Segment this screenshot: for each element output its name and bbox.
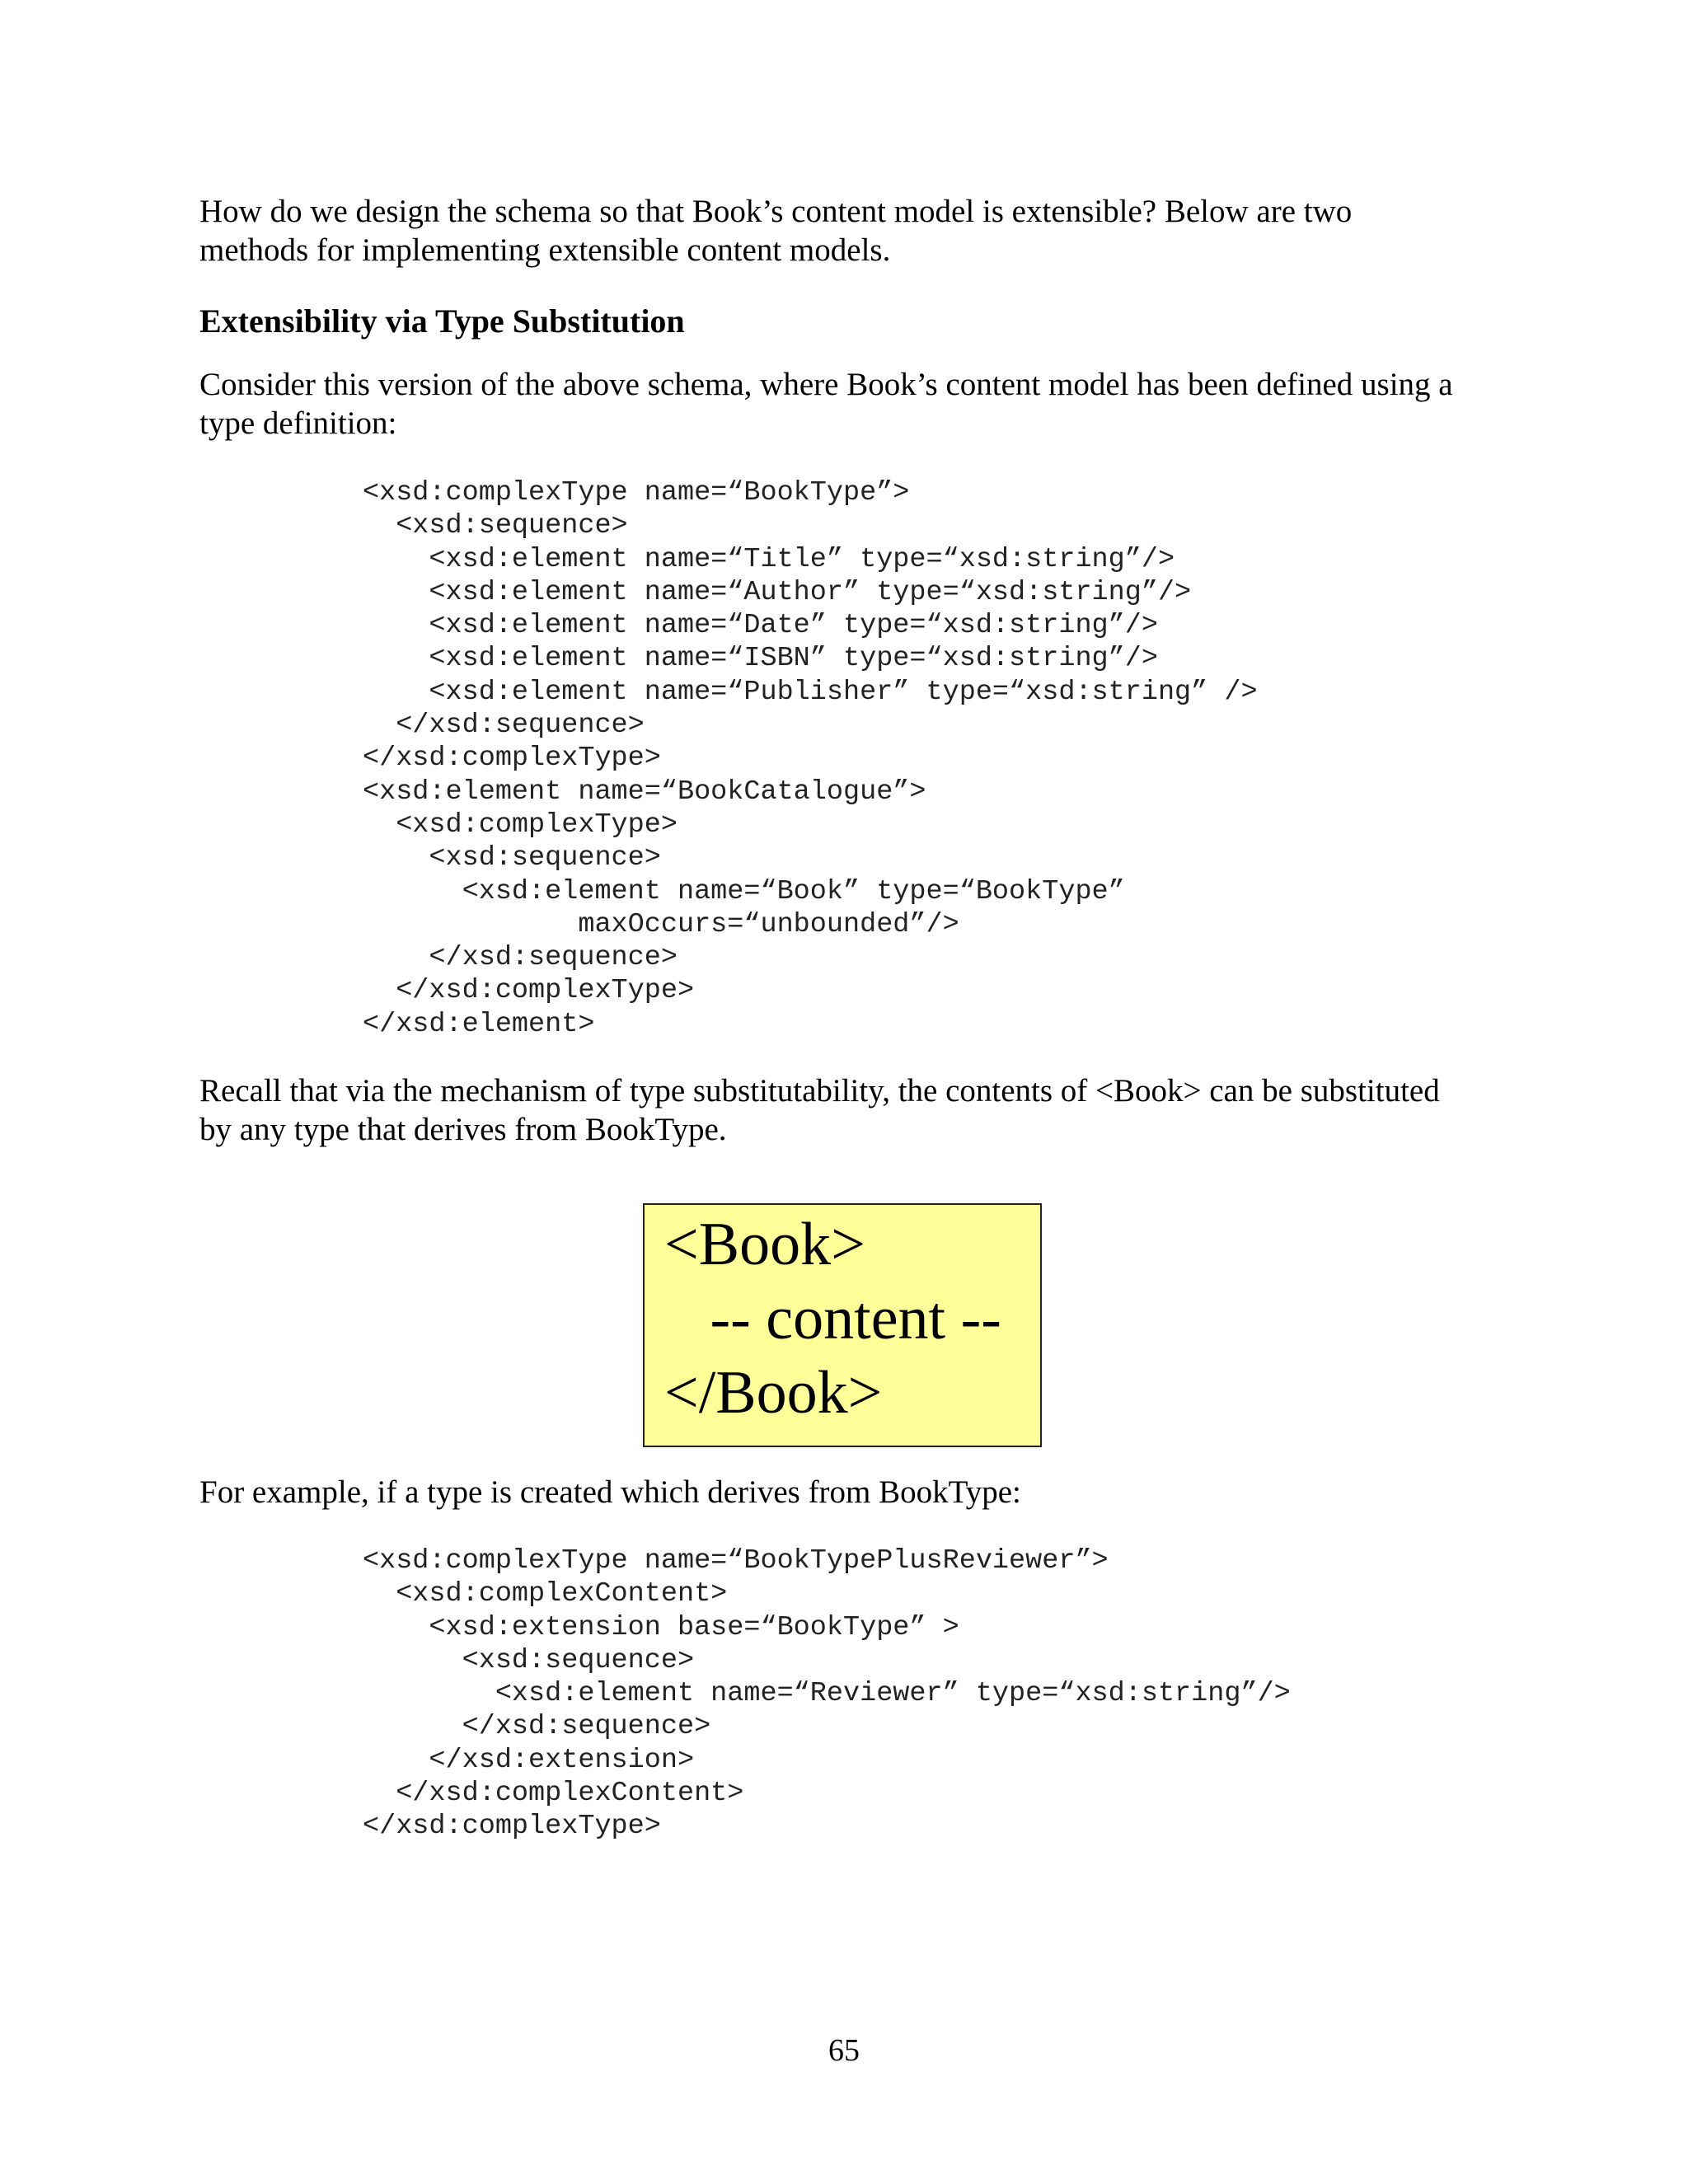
consider-line: Consider this version of the above schema, where Book’s content model has been defined using a bbox=[199, 367, 1453, 402]
code-line: <xsd:element name=“Book” type=“BookType” bbox=[363, 875, 1125, 907]
section-heading: Extensibility via Type Substitution bbox=[199, 302, 685, 340]
consider-line: type definition: bbox=[199, 405, 397, 441]
code-line: <xsd:element name=“Publisher” type=“xsd:string” /> bbox=[363, 676, 1258, 708]
code-line: </xsd:element> bbox=[363, 1008, 595, 1040]
book-content-text: -- content -- bbox=[664, 1285, 1001, 1352]
consider-paragraph bbox=[199, 365, 1535, 443]
code-line: <xsd:element name=“ISBN” type=“xsd:string”/> bbox=[363, 643, 1158, 675]
example-paragraph bbox=[199, 1473, 1535, 1511]
code-line: </xsd:sequence> bbox=[363, 1711, 711, 1743]
code-line: <xsd:extension base=“BookType” > bbox=[363, 1611, 959, 1643]
page-number: 65 bbox=[828, 2033, 860, 2068]
book-close-tag: </Book> bbox=[664, 1359, 883, 1427]
code-line: </xsd:extension> bbox=[363, 1744, 695, 1776]
code-line: <xsd:element name=“Date” type=“xsd:string”/> bbox=[363, 610, 1158, 642]
code-line: maxOccurs=“unbounded”/> bbox=[363, 908, 959, 940]
code-line: </xsd:sequence> bbox=[363, 710, 645, 742]
recall-line: Recall that via the mechanism of type substitutability, the contents of <Book> can be substituted bbox=[199, 1073, 1440, 1108]
code-line: </xsd:complexContent> bbox=[363, 1778, 744, 1810]
code-line: <xsd:sequence> bbox=[363, 842, 661, 874]
code-line: <xsd:complexType name=“BookTypePlusReviewer”> bbox=[363, 1545, 1109, 1577]
code-line: <xsd:complexContent> bbox=[363, 1578, 728, 1610]
code-line: <xsd:element name=“Reviewer” type=“xsd:string”/> bbox=[363, 1678, 1291, 1710]
code-line: </xsd:complexType> bbox=[363, 743, 661, 775]
code-block-booktype bbox=[363, 476, 1258, 1041]
intro-paragraph bbox=[199, 192, 1535, 269]
code-line: <xsd:element name=“Author” type=“xsd:string”/> bbox=[363, 576, 1192, 608]
code-line: <xsd:complexType> bbox=[363, 808, 678, 841]
code-line: <xsd:sequence> bbox=[363, 1644, 695, 1676]
code-line: <xsd:element name=“BookCatalogue”> bbox=[363, 776, 926, 808]
intro-line: methods for implementing extensible content models. bbox=[199, 232, 891, 268]
book-content-figure bbox=[643, 1203, 1042, 1447]
code-line: <xsd:complexType name=“BookType”> bbox=[363, 477, 910, 509]
code-line: </xsd:complexType> bbox=[363, 1811, 661, 1843]
recall-paragraph bbox=[199, 1071, 1535, 1149]
example-line: For example, if a type is created which derives from BookType: bbox=[199, 1474, 1021, 1510]
book-open-tag: <Book> bbox=[664, 1211, 865, 1278]
intro-line: How do we design the schema so that Book’s content model is extensible? Below are two bbox=[199, 194, 1353, 229]
code-line: </xsd:sequence> bbox=[363, 942, 678, 974]
code-line: </xsd:complexType> bbox=[363, 975, 695, 1007]
code-line: <xsd:sequence> bbox=[363, 510, 628, 542]
recall-line: by any type that derives from BookType. bbox=[199, 1112, 727, 1147]
code-block-reviewer bbox=[363, 1544, 1291, 1844]
code-line: <xsd:element name=“Title” type=“xsd:string”/> bbox=[363, 543, 1175, 575]
